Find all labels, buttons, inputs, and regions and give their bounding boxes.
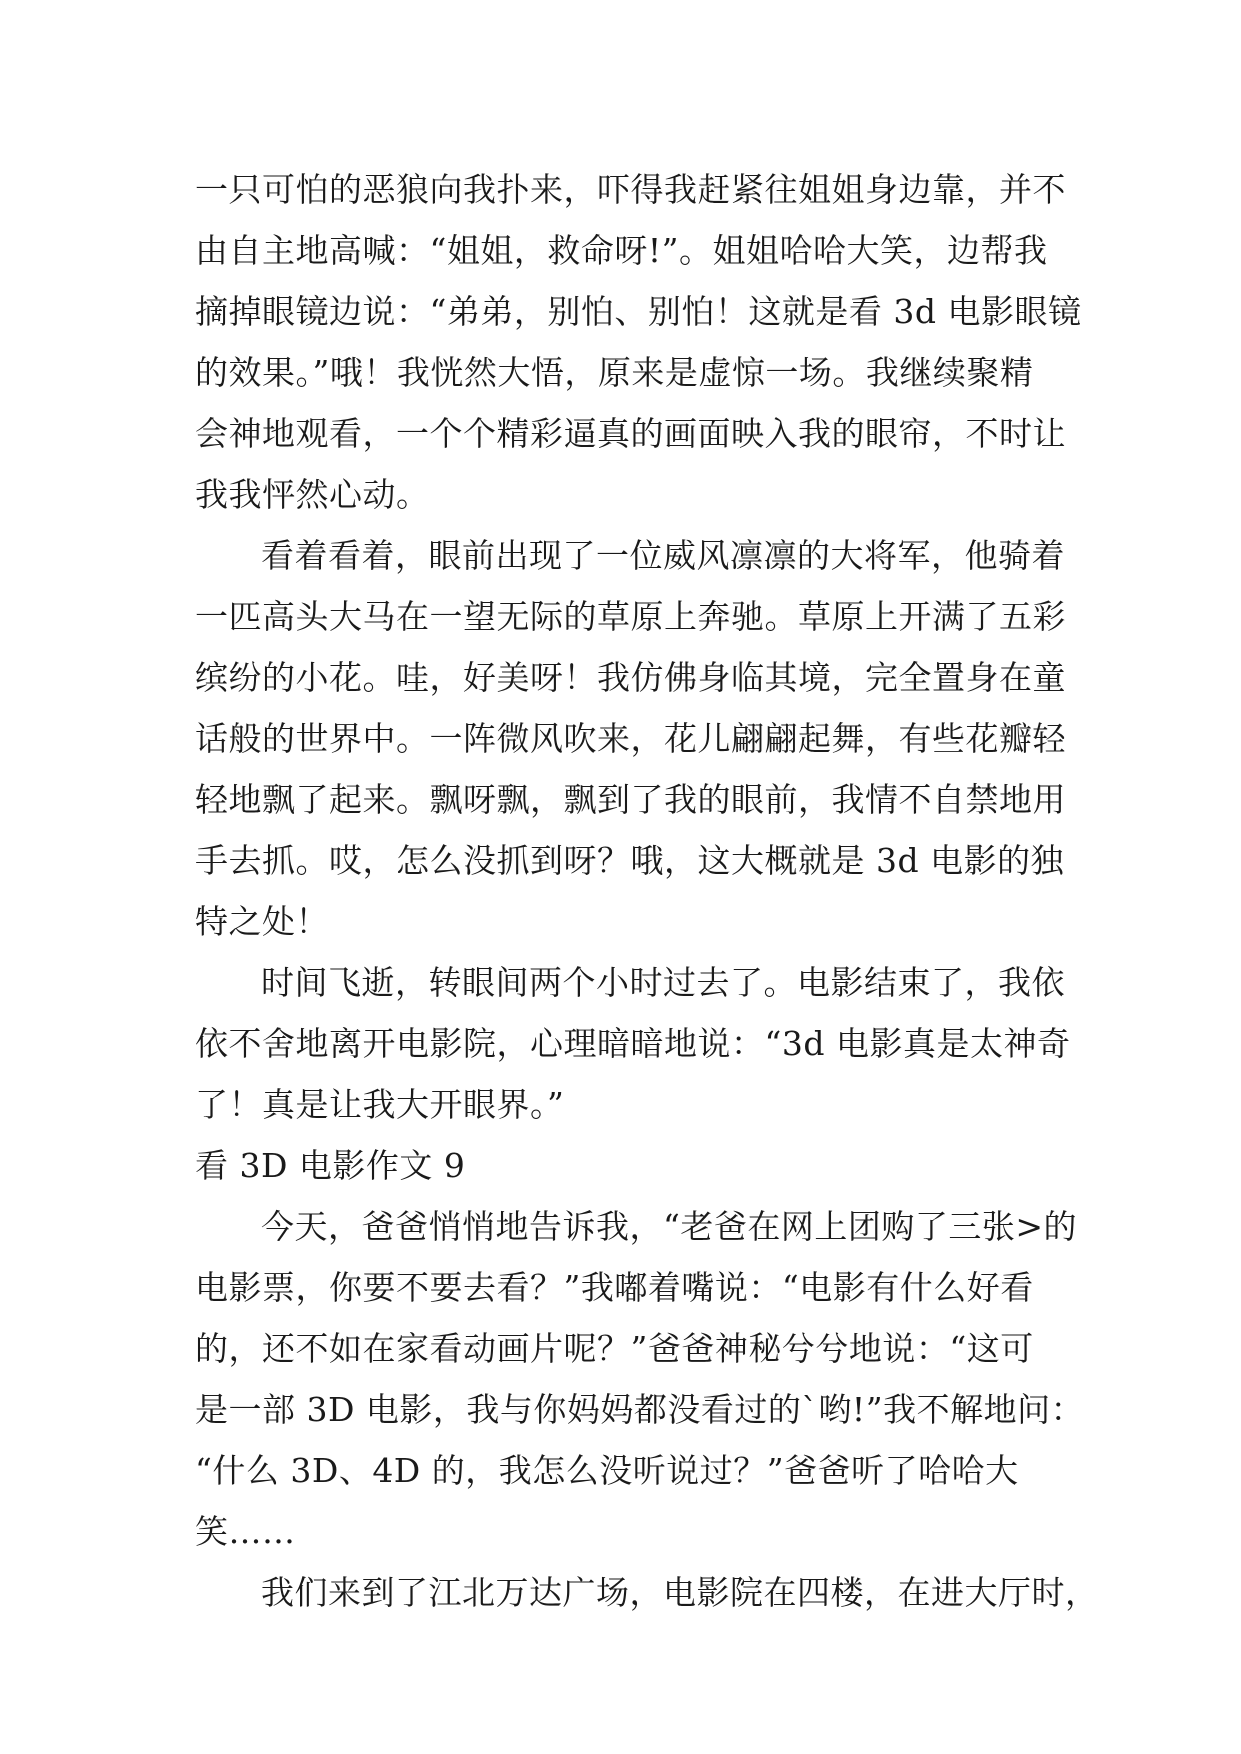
text-line: 话般的世界中。一阵微风吹来，花儿翩翩起舞，有些花瓣轻 [195,719,1066,758]
text-line: 的，还不如在家看动画片呢？”爸爸神秘兮兮地说：“这可 [195,1329,1034,1368]
paragraph-first-line: 看着看着，眼前出现了一位威风凛凛的大将军，他骑着 [261,536,1065,575]
paragraph-first-line: 时间飞逝，转眼间两个小时过去了。电影结束了，我依 [261,963,1065,1002]
text-line: 依不舍地离开电影院，心理暗暗地说：“3d 电影真是太神奇 [195,1024,1071,1063]
text-line: 轻地飘了起来。飘呀飘，飘到了我的眼前，我情不自禁地用 [195,780,1066,819]
text-line: 手去抓。哎，怎么没抓到呀？哦，这大概就是 3d 电影的独 [195,841,1065,880]
text-line: 会神地观看，一个个精彩逼真的画面映入我的眼帘，不时让 [195,414,1066,453]
text-line: 电影票，你要不要去看？”我嘟着嘴说：“电影有什么好看 [195,1268,1034,1307]
text-line: “什么 3D、4D 的，我怎么没听说过？”爸爸听了哈哈大 [195,1451,1019,1490]
text-line: 缤纷的小花。哇，好美呀！我仿佛身临其境，完全置身在童 [195,658,1066,697]
text-line: 是一部 3D 电影，我与你妈妈都没看过的`哟!”我不解地问： [195,1390,1085,1429]
text-line: 了！真是让我大开眼界。” [195,1085,565,1124]
text-line: 摘掉眼镜边说：“弟弟，别怕、别怕！这就是看 3d 电影眼镜 [195,292,1082,331]
text-line: 特之处！ [195,902,329,941]
text-line: 的效果。”哦！我恍然大悟，原来是虚惊一场。我继续聚精 [195,353,1034,392]
text-line: 看 3D 电影作文 9 [195,1146,466,1185]
text-line: 我我怦然心动。 [195,475,430,514]
text-line: 一匹高头大马在一望无际的草原上奔驰。草原上开满了五彩 [195,597,1066,636]
text-line: 由自主地高喊：“姐姐，救命呀!”。姐姐哈哈大笑，边帮我 [195,231,1048,270]
text-line: 一只可怕的恶狼向我扑来，吓得我赶紧往姐姐身边靠，并不 [195,170,1066,209]
paragraph-first-line: 我们来到了江北万达广场，电影院在四楼，在进大厅时， [261,1573,1099,1612]
text-line: 笑…… [195,1512,296,1551]
document-body [195,159,1099,1623]
paragraph-first-line: 今天，爸爸悄悄地告诉我，“老爸在网上团购了三张>的 [261,1207,1078,1246]
